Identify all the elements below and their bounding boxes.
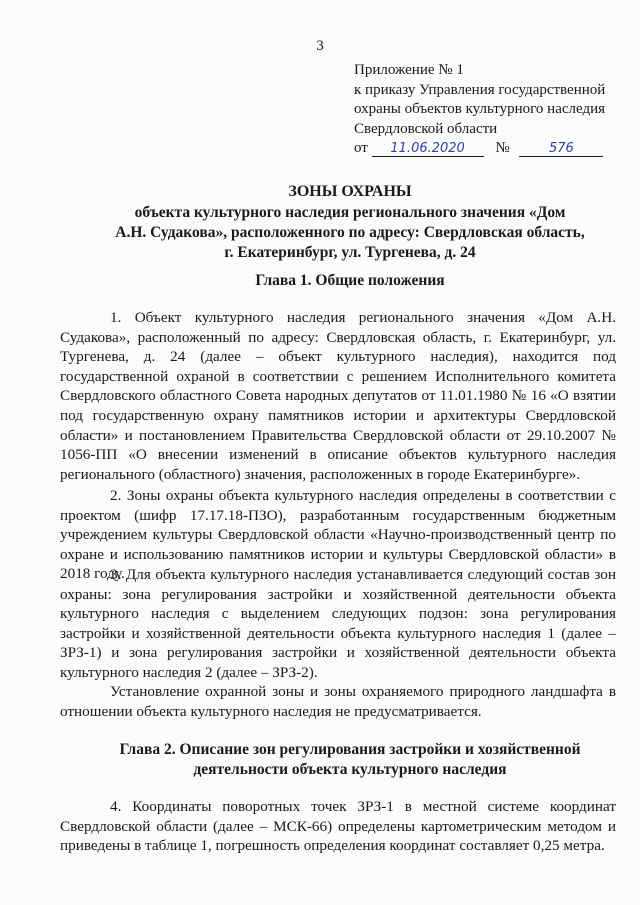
date-prefix: от [354, 140, 368, 156]
document-title [60, 182, 640, 263]
chapter-1-heading: Глава 1. Общие положения [255, 272, 445, 289]
paragraph-1: 1. Объект культурного наследия регионального значения «Дом А.Н. Судакова», расположенный по адресу: Свердловская область, г. Екатеринбург, ул. Тургенева, д. 24 (далее – объект культурного наследия), находится под государственной охраной в соответствии с решением Исполнительного комитета Свердловского областного Совета народных депутатов от 11.01.1980 № 16 «О взятии под государственную охрану памятников истории и архитектуры Свердловской области» и постановлением Правительства Свердловской области от 29.10.2007 № 1056-ПП «О внесении изменений в описание объектов культурного наследия регионального (областного) значения, расположенных в городе Екатеринбурге». [60, 309, 616, 483]
title-line-3: г. Екатеринбург, ул. Тургенева, д. 24 [224, 244, 476, 261]
appendix-line-1: Приложение № 1 [354, 62, 464, 78]
order-number: 576 [519, 141, 603, 157]
title-main: ЗОНЫ ОХРАНЫ [288, 183, 412, 200]
paragraph-note: Установление охранной зоны и зоны охраняемого природного ландшафта в отношении объекта культурного наследия не предусматривается. [60, 683, 616, 720]
paragraph-3: 3. Для объекта культурного наследия устанавливается следующий состав зон охраны: зона регулирования застройки и хозяйственной деятельности объекта культурного наследия с выделением следующих подзон: зона регулирования застройки и хозяйственной деятельности объекта культурного наследия 1 (далее – ЗРЗ-1) и зона регулирования застройки и хозяйственной деятельности объекта культурного наследия 2 (далее – ЗРЗ-2). [60, 566, 616, 681]
page-number: 3 [316, 38, 324, 54]
order-date: 11.06.2020 [372, 141, 484, 157]
paragraph-2: 2. Зоны охраны объекта культурного наследия определены в соответствии с проектом (шифр 17.17.18-ПЗО), разработанным государственным бюджетным учреждением культуры Свердловской области «Научно-производственный центр по охране и использованию памятников истории и культуры Свердловской области» в 2018 году. [60, 487, 616, 583]
chapter-2-heading-line-2: деятельности объекта культурного наследия [193, 761, 507, 778]
chapter-2-heading [60, 740, 640, 780]
appendix-line-3: охраны объектов культурного наследия [354, 101, 606, 117]
order-date-number-line [354, 139, 630, 159]
appendix-line-2: к приказу Управления государственной [354, 81, 606, 98]
appendix-block [354, 61, 630, 159]
chapter-2-heading-line-1: Глава 2. Описание зон регулирования застройки и хозяйственной [119, 741, 581, 758]
title-line-2: А.Н. Судакова», расположенного по адресу: Свердловская область, [115, 224, 585, 241]
appendix-line-4: Свердловской области [354, 120, 498, 137]
title-line-1: объекта культурного наследия регионального значения «Дом [134, 204, 566, 221]
paragraph-4: 4. Координаты поворотных точек ЗРЗ-1 в местной системе координат Свердловской области (далее – МСК-66) определены картометрическим методом и приведены в таблице 1, погрешность определения координат составляет 0,25 метра. [60, 798, 616, 855]
number-prefix: № [495, 140, 510, 156]
